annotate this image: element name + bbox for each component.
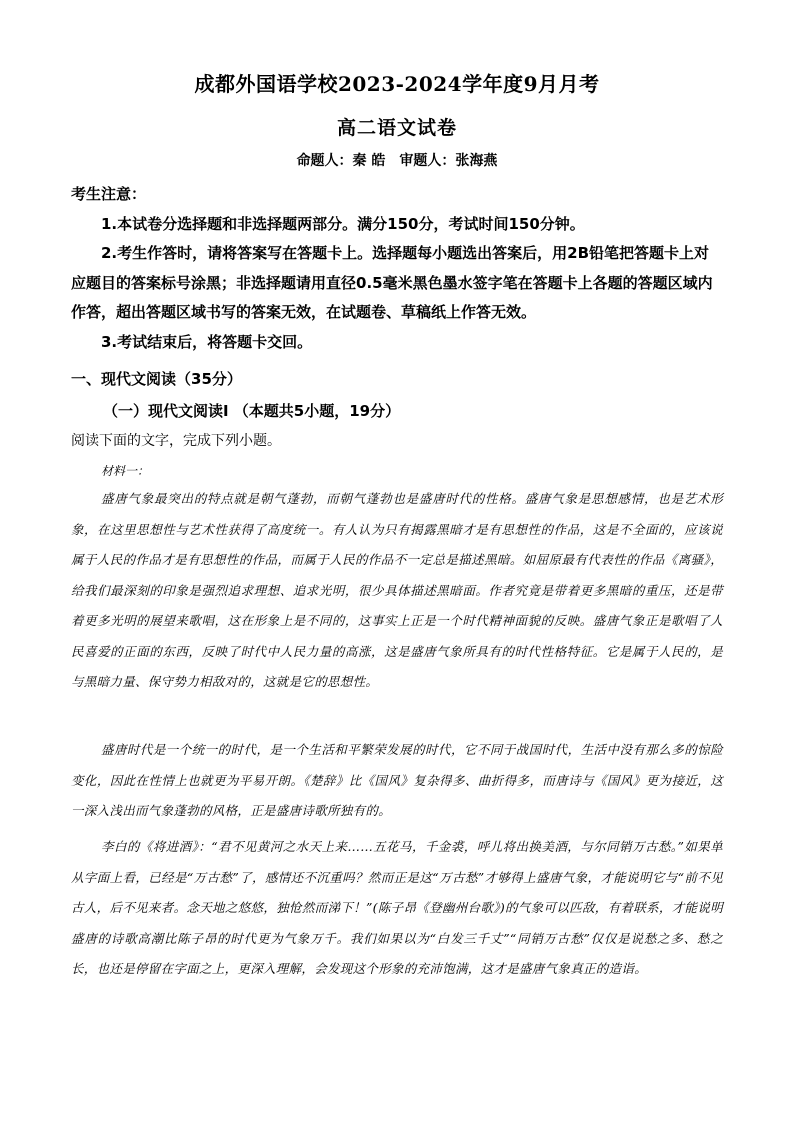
exam-authors: 命题人：秦 皓 审题人：张海燕 <box>296 153 498 169</box>
candidate-notice <box>71 180 723 357</box>
reading-instruction: 阅读下面的文字，完成下列小题。 <box>71 433 281 449</box>
subsection-heading: （一）现代文阅读Ⅰ （本题共5小题，19分） <box>103 402 401 420</box>
exam-subtitle: 高二语文试卷 <box>336 117 457 139</box>
material-paragraph <box>71 735 723 827</box>
paragraph-text: 李白的《将进酒》：“君不见黄河之水天上来……五花马，千金裘，呼儿将出换美酒，与尔同销万古愁。”如果单从字面上看，已经是“万古愁”了，感情还不沉重吗？然而正是这“万古愁”才够得上盛唐气象，才能说明它与“前不见古人，后不见来者。念天地之悠悠，独怆然而涕下！”(陈子昂《登幽州台歌》)的气象可以匹敌，有着联系，才能说明盛唐的诗歌高潮比陈子昂的时代更为气象万千。我们如果以为“白发三千丈”“同销万古愁”仅仅是说愁之多、愁之长，也还是停留在字面之上，更深入理解，会发现这个形象的充沛饱满，这才是盛唐气象真正的造诣。 <box>71 839 723 976</box>
material-label: 材料一： <box>101 464 150 478</box>
exam-title: 成都外国语学校2023-2024学年度9月月考 <box>194 72 600 96</box>
notice-item: 2.考生作答时，请将答案写在答题卡上。选择题每小题选出答案后，用2B铅笔把答题卡上对应题目的答案标号涂黑；非选择题请用直径0.5毫米黑色墨水签字笔在答题卡上各题的答题区域内作答，超出答题区域书写的答案无效，在试题卷、草稿纸上作答无效。 <box>71 244 713 321</box>
section-heading: 一、现代文阅读（35分） <box>71 370 242 388</box>
paragraph-text: 盛唐时代是一个统一的时代，是一个生活和平繁荣发展的时代，它不同于战国时代，生活中没有那么多的惊险变化，因此在性情上也就更为平易开朗。《楚辞》比《国风》复杂得多、曲折得多，而唐诗与《国风》更为接近，这一深入浅出而气象蓬勃的风格，正是盛唐诗歌所独有的。 <box>71 742 723 818</box>
notice-item: 3.考试结束后，将答题卡交回。 <box>101 332 313 351</box>
notice-heading: 考生注意： <box>71 185 147 203</box>
notice-item: 1.本试卷分选择题和非选择题两部分。满分150分，考试时间150分钟。 <box>101 214 585 233</box>
material-paragraph <box>71 484 723 698</box>
paragraph-text: 盛唐气象最突出的特点就是朝气蓬勃，而朝气蓬勃也是盛唐时代的性格。盛唐气象是思想感情，也是艺术形象，在这里思想性与艺术性获得了高度统一。有人认为只有揭露黑暗才是有思想性的作品，这是不全面的，应该说属于人民的作品才是有思想性的作品，而属于人民的作品不一定总是描述黑暗。如屈原最有代表性的作品《离骚》，给我们最深刻的印象是强烈追求理想、追求光明，很少具体描述黑暗面。作者究竟是带着更多黑暗的重压，还是带着更多光明的展望来歌唱，这在形象上是不同的，这事实上正是一个时代精神面貌的反映。盛唐气象正是歌唱了人民喜爱的正面的东西，反映了时代中人民力量的高涨，这是盛唐气象所具有的时代性格特征。它是属于人民的，是与黑暗力量、保守势力相敌对的，这就是它的思想性。 <box>71 491 723 689</box>
material-paragraph <box>71 832 723 985</box>
